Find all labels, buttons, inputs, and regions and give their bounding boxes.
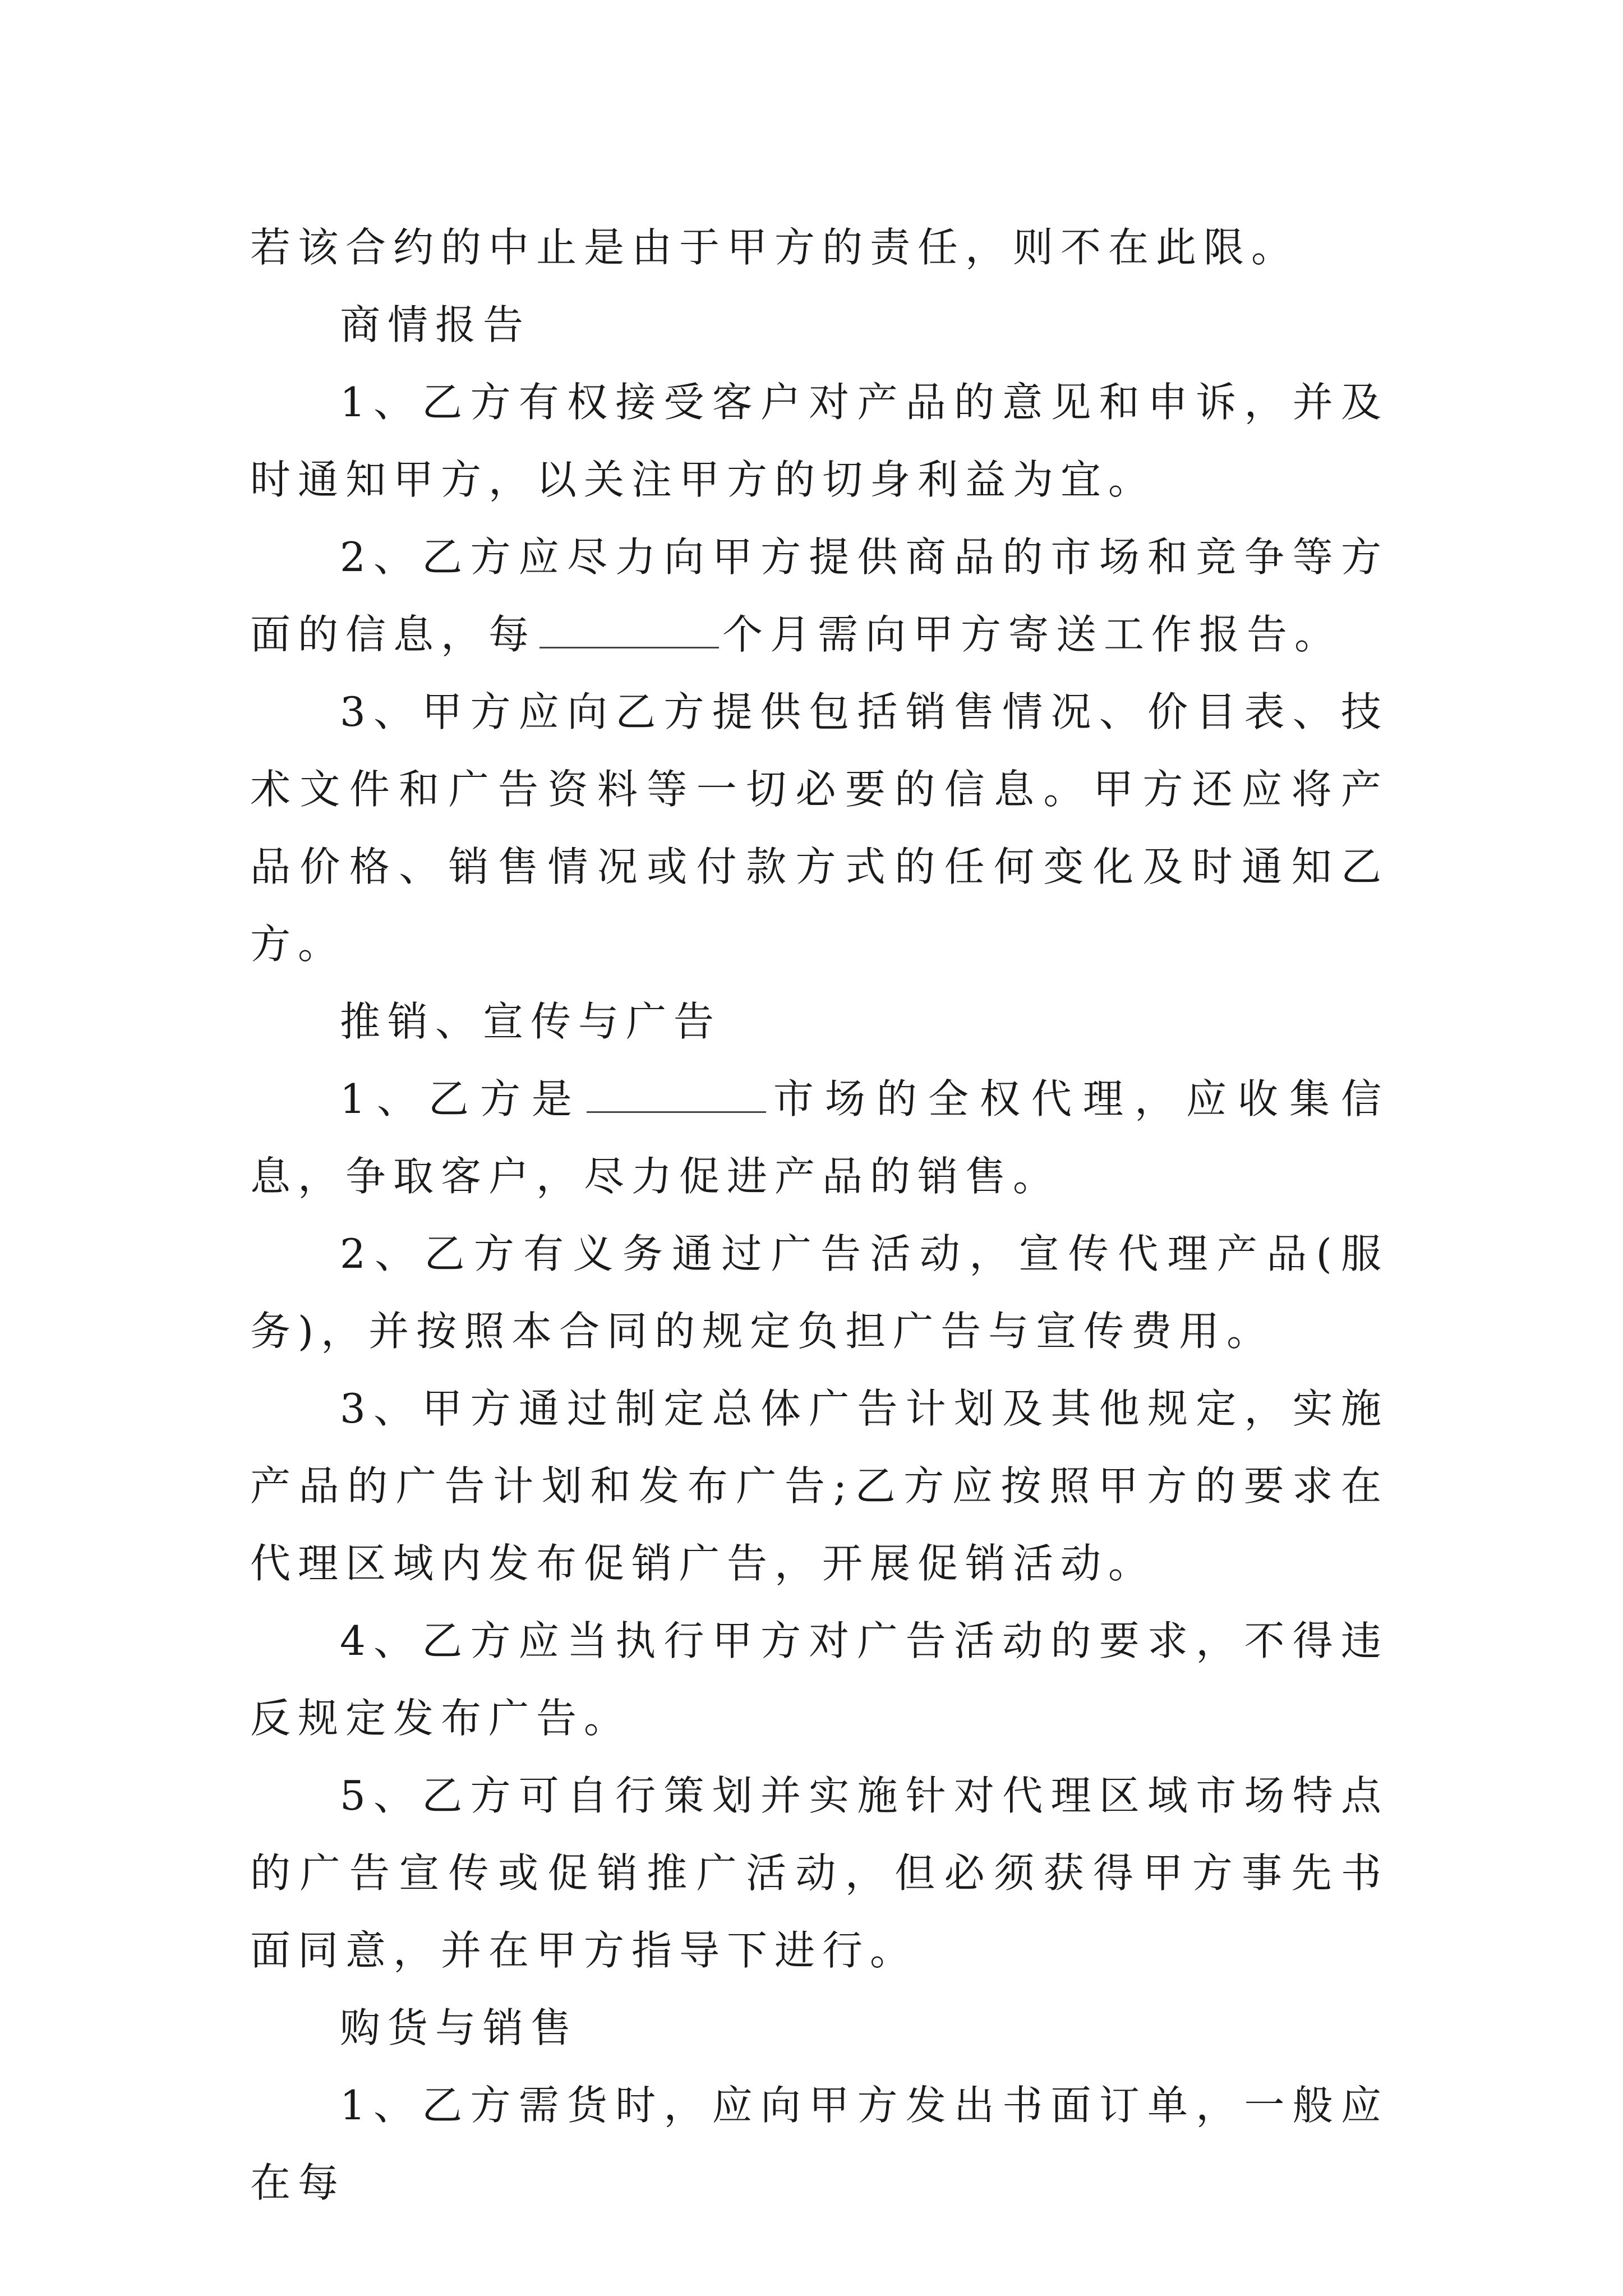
fill-in-blank (540, 613, 719, 648)
paragraph-text: 个月需向甲方寄送工作报告。 (722, 611, 1343, 658)
fill-in-blank (587, 1078, 766, 1113)
section-heading-purchase-sales: 购货与销售 (340, 2004, 579, 2051)
section-heading-business-report: 商情报告 (340, 301, 531, 348)
paragraph-business-report-2 (250, 518, 1389, 673)
paragraph-promotion-5: 5、乙方可自行策划并实施针对代理区域市场特点的广告宣传或促销推广活动，但必须获得甲方事先书面同意，并在甲方指导下进行。 (250, 1772, 1389, 1974)
paragraph-text: 市场的全权代理，应收集信息，争取客户，尽力促进产品的销售。 (250, 1075, 1389, 1200)
paragraph-promotion-2: 2、乙方有义务通过广告活动，宣传代理产品(服务)，并按照本合同的规定负担广告与宣传费用。 (250, 1230, 1389, 1355)
paragraph-purchase-sales-1: 1、乙方需货时，应向甲方发出书面订单，一般应在每 (250, 2082, 1389, 2206)
paragraph-promotion-4: 4、乙方应当执行甲方对广告活动的要求，不得违反规定发布广告。 (250, 1617, 1389, 1742)
paragraph-text: 1、乙方是 (340, 1075, 583, 1122)
paragraph-business-report-1: 1、乙方有权接受客户对产品的意见和申诉，并及时通知甲方，以关注甲方的切身利益为宜。 (250, 379, 1389, 503)
paragraph-promotion-1 (250, 1060, 1389, 1215)
paragraph-text: 2、乙方应尽力向甲方提供商品的市场和竞争等方面的信息，每 (250, 533, 1389, 658)
paragraph-business-report-3: 3、甲方应向乙方提供包括销售情况、价目表、技术文件和广告资料等一切必要的信息。甲方还应将产品价格、销售情况或付款方式的任何变化及时通知乙方。 (250, 688, 1389, 968)
paragraph-promotion-3: 3、甲方通过制定总体广告计划及其他规定，实施产品的广告计划和发布广告;乙方应按照甲方的要求在代理区域内发布促销广告，开展促销活动。 (250, 1385, 1389, 1587)
paragraph-termination-clause: 若该合约的中止是由于甲方的责任，则不在此限。 (250, 224, 1299, 271)
section-heading-promotion: 推销、宣传与广告 (340, 998, 722, 1045)
document-page (250, 209, 1389, 2221)
